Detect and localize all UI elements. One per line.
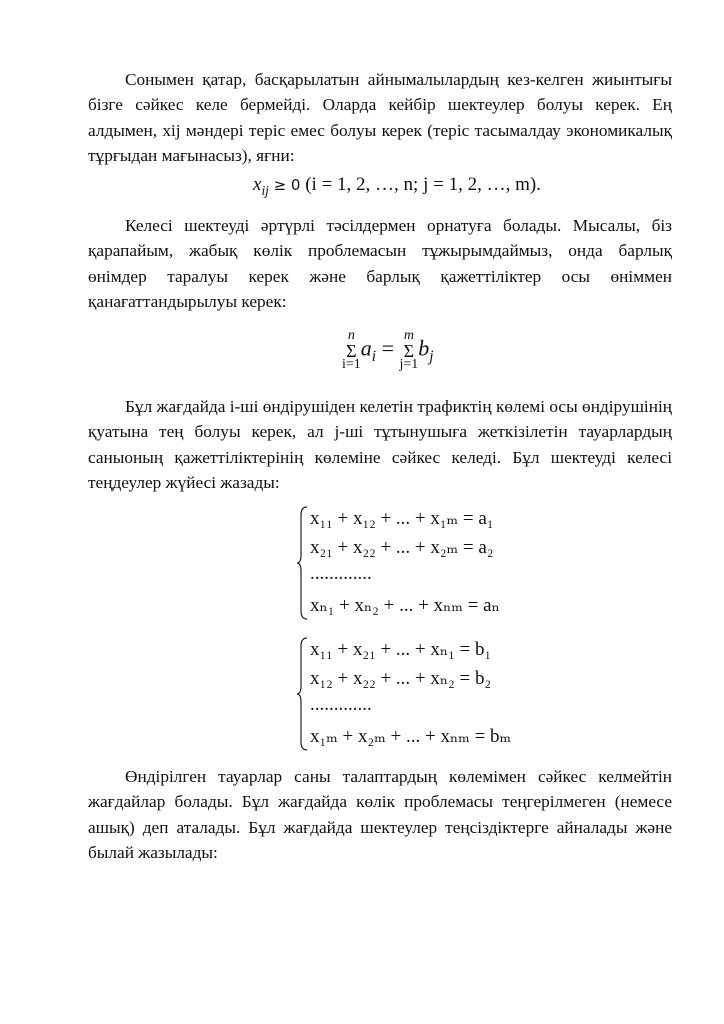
text-line: саныоның қажеттіліктерінің көлеміне сәйкес келеді. Бұл шектеуді келесі (88, 447, 672, 467)
formula-nonnegativity (253, 174, 541, 199)
text-line: алдымен, xij мәндері теріс емес болуы керек (теріс тасымалдау экономикалық (88, 120, 672, 140)
formula-var: a (360, 335, 372, 361)
equation-line: x₁ₘ + x₂ₘ + ... + xₙₘ = bₘ (310, 726, 512, 747)
text-line: тұрғыдан мағынасыз), яғни: (88, 145, 295, 165)
text-line: қанағаттандырылуы керек: (88, 291, 287, 311)
equation-line: x₁₁ + x₁₂ + ... + x₁ₘ = a₁ (310, 508, 494, 529)
sum-lower: i=1 (342, 356, 361, 372)
text-line: жағдайлар болады. Бұл жағдайда көлік проблемасы теңгерілмеген (немесе (88, 792, 672, 812)
formula-var: b (418, 335, 430, 361)
formula-sub: ij (261, 182, 269, 198)
formula-range: (i = 1, 2, …, n; j = 1, 2, …, m). (305, 174, 541, 195)
brace-icon (296, 636, 308, 752)
text-line: Бұл жағдайда і-ші өндірушіден келетін трафиктің көлемі осы өндірушінің (125, 397, 672, 416)
equation-line: ............. (310, 694, 372, 715)
text-line: Келесі шектеуді әртүрлі тәсілдермен орнатуға болады. Мысалы, біз (125, 216, 672, 235)
text-line: былай жазылады: (88, 842, 218, 862)
formula-balance (342, 330, 434, 371)
text-line: ашық) деп аталады. Бұл жағдайда шектеулер теңсіздіктерге айналады және (88, 817, 672, 837)
formula-eq: = (381, 335, 394, 361)
formula-var: x (253, 174, 262, 195)
equation-line: x₂₁ + x₂₂ + ... + x₂ₘ = a₂ (310, 537, 494, 558)
sum-upper: m (403, 328, 414, 343)
text-line: қарапайым, жабық көлік проблемасын тұжырымдаймыз, онда барлық (88, 241, 672, 261)
equation-line: x₁₂ + x₂₂ + ... + xₙ₂ = b₂ (310, 668, 492, 689)
equation-line: x₁₁ + x₂₁ + ... + xₙ₁ = b₁ (310, 639, 492, 660)
text-line: теңдеулер жүйесі жазады: (88, 472, 280, 492)
sum-symbol: n Σ i=1 (342, 328, 361, 372)
paragraph-3 (88, 394, 672, 495)
sum-lower: j=1 (399, 356, 419, 372)
formula-rel: ≥ 0 (273, 176, 301, 194)
equation-line: ............. (310, 563, 372, 584)
formula-sub: j (429, 348, 434, 366)
sum-upper: n (347, 328, 355, 343)
text-line: өнімдер таралуы керек және барлық қажеттіліктер осы өніммен (88, 266, 672, 286)
paragraph-4 (88, 764, 672, 865)
text-line: Сонымен қатар, басқарылатын айнымалылардың кез-келген жиынтығы (125, 70, 672, 89)
sum-symbol: m Σ j=1 (399, 328, 419, 372)
text-line: қуатына тең болуы керек, ал j-ші тұтынушыға жеткізілетін тауарлардың (88, 422, 672, 442)
brace-icon (296, 505, 308, 621)
formula-sub: i (371, 348, 377, 366)
equation-line: xₙ₁ + xₙ₂ + ... + xₙₘ = aₙ (310, 595, 500, 616)
paragraph-2 (88, 213, 672, 314)
paragraph-1 (88, 67, 672, 168)
text-line: бізге сәйкес келе бермейді. Оларда кейбір шектеулер болуы керек. Ең (88, 95, 672, 115)
text-line: Өндірілген тауарлар саны талаптардың көлемімен сәйкес келмейтін (125, 767, 672, 786)
